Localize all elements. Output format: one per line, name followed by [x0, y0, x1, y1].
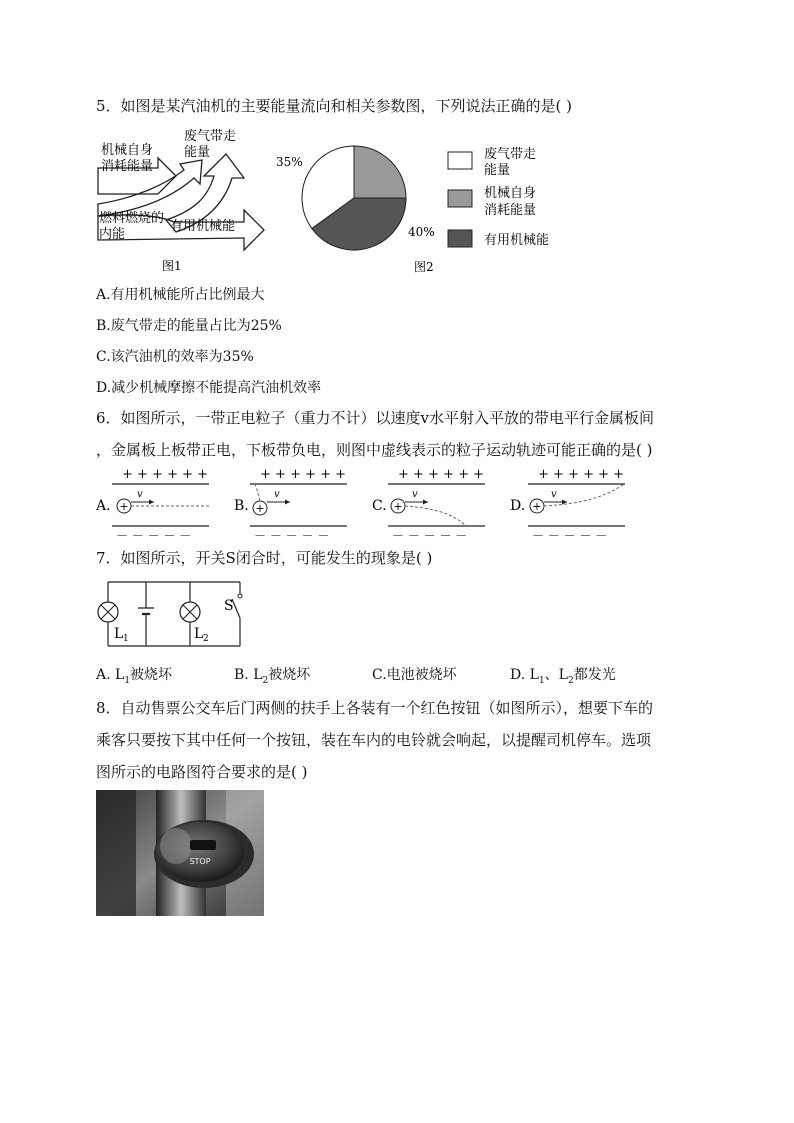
svg-text:v: v — [274, 489, 280, 500]
legend-exhaust-1: 废气带走 — [484, 147, 537, 162]
q6-panel-a — [95, 467, 209, 543]
svg-text:+: + — [532, 500, 542, 513]
q8-line3: 图所示的电路图符合要求的是( ) — [96, 763, 308, 781]
pie-label-40: 40% — [408, 225, 435, 239]
lamp1-label: L — [114, 626, 124, 642]
q5-figure1 — [96, 124, 276, 274]
q6-panel-d — [510, 467, 625, 543]
fig1-caption: 图1 — [162, 259, 182, 273]
fig1-useful-label: 有用机械能 — [170, 219, 236, 234]
svg-text:－ － － － －: － － － － － — [254, 529, 330, 543]
q5-stem: 5．如图是某汽油机的主要能量流向和相关参数图，下列说法正确的是( ) — [96, 97, 573, 115]
legend-swatch-mech — [448, 190, 472, 207]
q7-circuit — [94, 576, 254, 656]
svg-text:+: + — [393, 500, 403, 513]
switch-label: S — [224, 598, 234, 614]
q8-line1: 8．自动售票公交车后门两侧的扶手上各装有一个红色按钮（如图所示），想要下车的 — [96, 699, 654, 717]
svg-text:2: 2 — [203, 634, 209, 644]
svg-text:v: v — [551, 489, 557, 500]
fig1-fuel-label-2: 内能 — [99, 227, 126, 242]
q6-option-c: C. — [372, 498, 387, 514]
q6-option-d: D. — [510, 498, 526, 514]
q6-panel-c — [372, 467, 485, 543]
svg-text:+ + + + + +: + + + + + + — [122, 467, 209, 482]
q6-stem-line2: ，金属板上板带正电，下板带负电，则图中虚线表示的粒子运动轨迹可能正确的是( ) — [96, 441, 653, 459]
fig1-exhaust-label-1: 废气带走 — [184, 129, 237, 144]
q7-stem: 7．如图所示，开关S闭合时，可能发生的现象是( ) — [96, 549, 433, 567]
q6-option-a: A. — [96, 498, 111, 514]
q6-stem-line1: 6．如图所示，一带正电粒子（重力不计）以速度v水平射入平放的带电平行金属板间 — [96, 409, 655, 427]
legend-swatch-exhaust — [448, 152, 472, 169]
q5-option-b: B.废气带走的能量占比为25% — [96, 318, 282, 334]
legend-exhaust-2: 能量 — [484, 163, 511, 178]
svg-text:+: + — [119, 500, 129, 513]
lamp2-label: L — [194, 626, 204, 642]
q7-option-c: C.电池被烧坏 — [372, 667, 457, 683]
q6-figures — [94, 462, 634, 542]
q5-option-a: A.有用机械能所占比例最大 — [96, 287, 265, 303]
q7-option-b: B. $L_2$被烧坏 — [234, 667, 311, 686]
q7-option-a: A. $L_1$被烧坏 — [96, 667, 173, 686]
fig1-fuel-label-1: 燃料燃烧的 — [99, 211, 165, 226]
svg-text:－ － － － －: － － － － － — [116, 529, 192, 543]
svg-text:－ － － － －: － － － － － — [392, 529, 468, 543]
pie-slice-1 — [354, 146, 406, 198]
switch-s — [238, 594, 242, 598]
svg-text:v: v — [412, 489, 418, 500]
stop-label: STOP — [189, 857, 211, 866]
q6-panel-b — [234, 467, 347, 543]
q6-option-b: B. — [234, 498, 249, 514]
fig1-mech-label-2: 消耗能量 — [101, 159, 154, 174]
q5-figure2-pie — [276, 140, 576, 276]
legend-mech-1: 机械自身 — [484, 186, 537, 201]
svg-text:v: v — [137, 489, 143, 500]
svg-text:+ + + + + +: + + + + + + — [538, 467, 625, 482]
fig1-mech-label-1: 机械自身 — [101, 143, 154, 158]
q5-option-d: D.减少机械摩擦不能提高汽油机效率 — [96, 380, 322, 396]
legend-useful: 有用机械能 — [484, 233, 550, 248]
pie-label-35: 35% — [276, 155, 303, 169]
legend-mech-2: 消耗能量 — [484, 203, 537, 218]
svg-text:－ － － － －: － － － － － — [532, 529, 608, 543]
legend-swatch-useful — [448, 230, 472, 247]
svg-text:+ + + + + +: + + + + + + — [398, 467, 485, 482]
q7-option-d: D. $L_1$、$L_2$都发光 — [510, 667, 616, 686]
svg-text:+ + + + + +: + + + + + + — [260, 467, 347, 482]
fig1-exhaust-label-2: 能量 — [184, 145, 211, 160]
q8-line2: 乘客只要按下其中任何一个按钮，装在车内的电铃就会响起，以提醒司机停车。选项 — [96, 731, 652, 749]
stop-button-photo — [96, 790, 264, 916]
svg-text:+: + — [255, 502, 265, 515]
fig2-caption: 图2 — [414, 260, 434, 274]
q5-option-c: C.该汽油机的效率为35% — [96, 349, 254, 365]
svg-text:1: 1 — [123, 634, 129, 644]
